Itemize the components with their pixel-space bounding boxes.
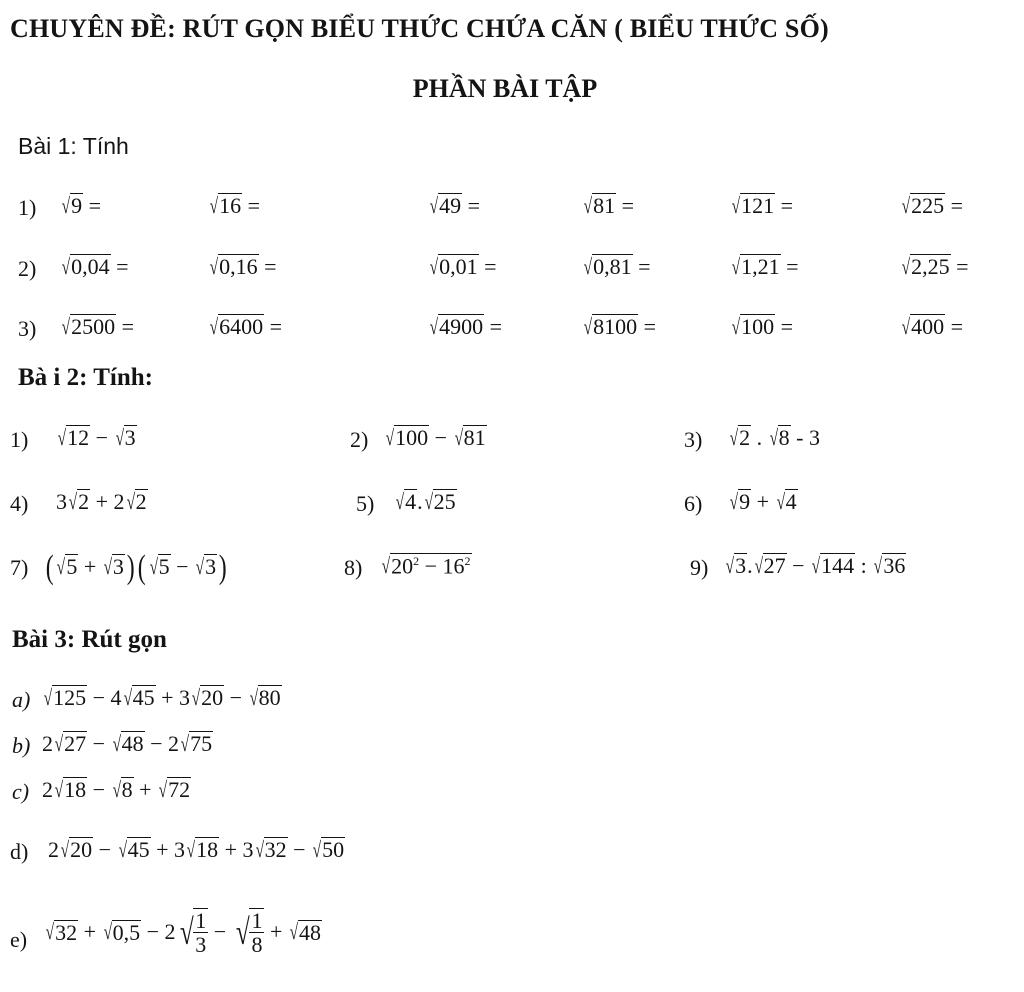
bai1-sqrt-item: √9 = <box>61 193 101 218</box>
bai1-sqrt-item: √400 = <box>901 314 963 339</box>
bai1-sqrt-item: √8100 = <box>583 314 656 339</box>
bai2-label-1: 1) <box>10 427 29 452</box>
bai2-label-4: 4) <box>10 491 29 516</box>
bai2-expr-5: √4.√25 <box>395 489 456 514</box>
bai1-heading: Bài 1: Tính <box>18 133 129 159</box>
bai1-sqrt-item: √0,04 = <box>61 254 129 279</box>
bai1-sqrt-item: √81 = <box>583 193 634 218</box>
bai2-label-5: 5) <box>356 491 375 516</box>
document-title: CHUYÊN ĐỀ: RÚT GỌN BIỂU THỨC CHỨA CĂN ( BIỂU THỨC SỐ) <box>10 14 829 43</box>
bai1-sqrt-item: √16 = <box>209 193 260 218</box>
bai1-sqrt-item: √6400 = <box>209 314 282 339</box>
bai1-row-label: 2) <box>18 256 37 281</box>
bai2-expr-9: √3.√27 − √144 : √36 <box>725 553 906 578</box>
bai2-expr-4: 3√2 + 2√2 <box>56 489 147 514</box>
bai3-expr-c: 2√18 − √8 + √72 <box>42 777 191 802</box>
bai2-heading: Bà i 2: Tính: <box>18 364 153 391</box>
bai3-expr-b: 2√27 − √48 − 2√75 <box>42 731 213 756</box>
bai1-sqrt-item: √49 = <box>429 193 480 218</box>
bai1-sqrt-item: √0,16 = <box>209 254 277 279</box>
bai2-expr-3: √2 . √8 - 3 <box>729 425 820 450</box>
bai3-expr-e: √ 32 + √ 0,5 − 2 √ $\frac{1}{3}$ − √ $\frac{1}{8}$ + √ 48 <box>45 908 321 958</box>
bai2-label-8: 8) <box>344 555 363 580</box>
bai1-sqrt-item: √4900 = <box>429 314 502 339</box>
bai3-heading: Bài 3: Rút gọn <box>12 626 167 653</box>
section-subtitle: PHẦN BÀI TẬP <box>412 74 598 103</box>
bai3-expr-a: √125 − 4√45 + 3√20 − √80 <box>43 685 281 710</box>
bai2-label-7: 7) <box>10 555 29 580</box>
bai1-sqrt-item: √121 = <box>731 193 793 218</box>
bai2-label-9: 9) <box>690 555 709 580</box>
bai3-label-b: b) <box>12 733 31 758</box>
bai1-sqrt-item: √0,81 = <box>583 254 651 279</box>
bai1-sqrt-item: √225 = <box>901 193 963 218</box>
bai1-sqrt-item: √0,01 = <box>429 254 497 279</box>
bai2-expr-6: √9 + √4 <box>729 489 797 514</box>
bai2-expr-8: $√20^2 - 16^2$ <box>381 553 471 579</box>
bai2-label-3: 3) <box>684 427 703 452</box>
bai2-label-2: 2) <box>350 427 369 452</box>
bai1-sqrt-item: √2,25 = <box>901 254 969 279</box>
bai2-expr-1: √12 − √3 <box>57 425 136 450</box>
bai3-label-e: e) <box>10 927 28 952</box>
bai1-row-label: 1) <box>18 195 37 220</box>
bai2-expr-2: √100 − √81 <box>385 425 486 450</box>
bai1-sqrt-item: √100 = <box>731 314 793 339</box>
bai1-sqrt-item: √1,21 = <box>731 254 799 279</box>
bai3-label-a: a) <box>12 687 31 712</box>
bai2-expr-7: ( √5 + √3)( √5 − √3) <box>45 549 227 586</box>
bai1-sqrt-item: √2500 = <box>61 314 134 339</box>
bai3-label-d: d) <box>10 839 29 864</box>
bai3-label-c: c) <box>12 779 30 804</box>
bai1-row-label: 3) <box>18 316 37 341</box>
bai3-expr-d: 2√20 − √45 + 3√18 + 3√32 − √50 <box>48 837 345 862</box>
bai2-label-6: 6) <box>684 491 703 516</box>
